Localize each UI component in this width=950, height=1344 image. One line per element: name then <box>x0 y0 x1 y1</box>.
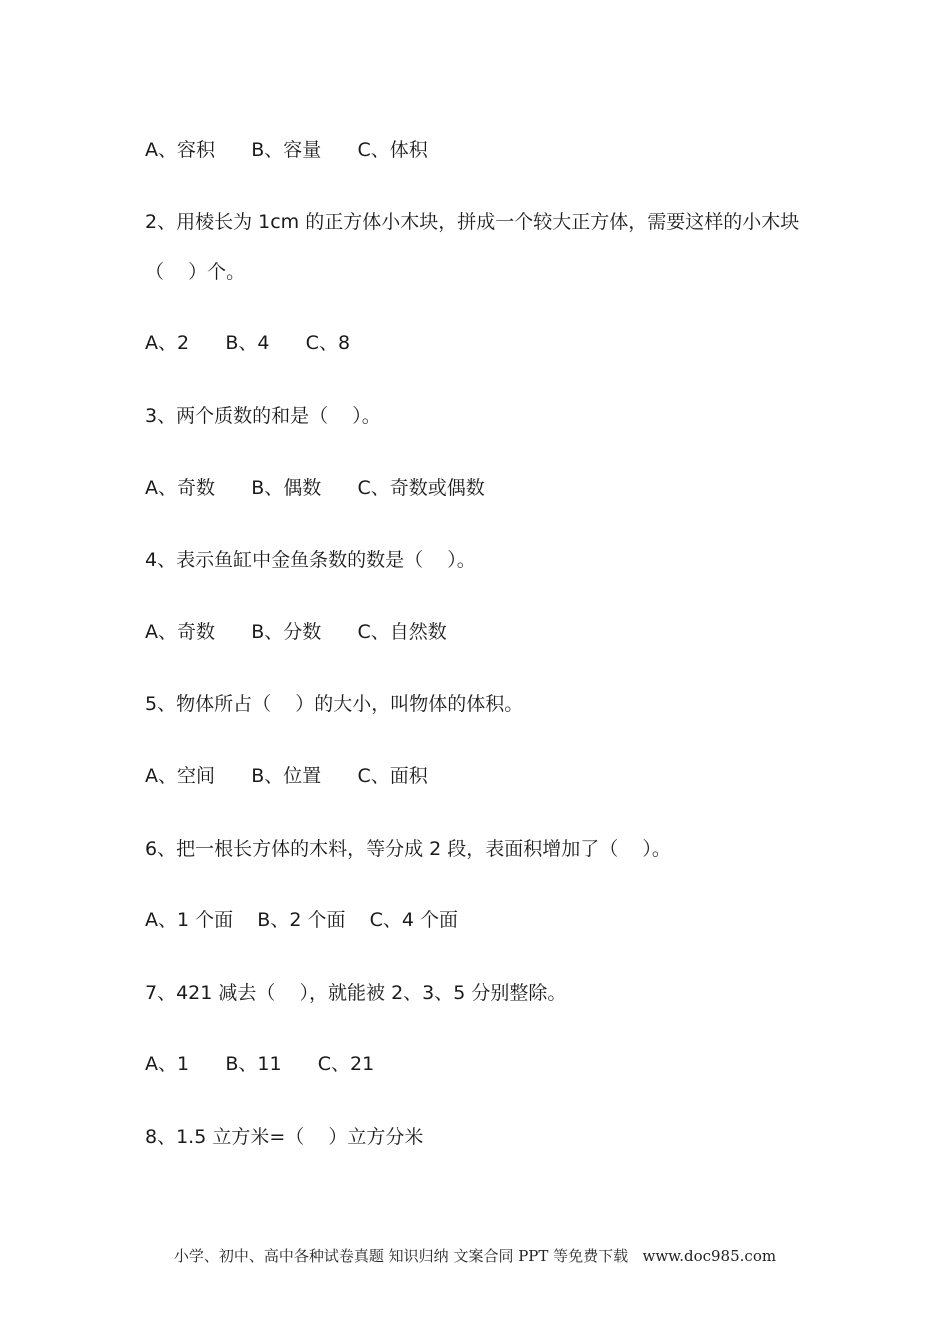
q4-options: A、奇数 B、分数 C、自然数 <box>145 621 447 643</box>
q3-options: A、奇数 B、偶数 C、奇数或偶数 <box>145 477 485 499</box>
q7-text: 7、421 减去（ ），就能被 2、3、5 分别整除。 <box>145 982 567 1004</box>
q1-options: A、容积 B、容量 C、体积 <box>145 139 428 161</box>
q2-text: 2、用棱长为 1cm 的正方体小木块，拼成一个较大正方体，需要这样的小木块 <box>145 211 800 233</box>
q6-options: A、1 个面 B、2 个面 C、4 个面 <box>145 909 458 931</box>
q2-options: A、2 B、4 C、8 <box>145 332 351 354</box>
q3-text: 3、两个质数的和是（ ）。 <box>145 405 381 427</box>
q7-options: A、1 B、11 C、21 <box>145 1053 375 1075</box>
q2-text-continued: （ ）个。 <box>145 261 246 283</box>
q5-options: A、空间 B、位置 C、面积 <box>145 765 428 787</box>
q5-text: 5、物体所占（ ）的大小，叫物体的体积。 <box>145 693 524 715</box>
q6-text: 6、把一根长方体的木料，等分成 2 段，表面积增加了（ ）。 <box>145 838 671 860</box>
footer-text: 小学、初中、高中各种试卷真题 知识归纳 文案合同 PPT 等免费下载 www.doc985.com <box>173 1247 777 1265</box>
q4-text: 4、表示鱼缸中金鱼条数的数是（ ）。 <box>145 549 476 571</box>
q8-text: 8、1.5 立方米=（ ）立方分米 <box>145 1126 424 1148</box>
